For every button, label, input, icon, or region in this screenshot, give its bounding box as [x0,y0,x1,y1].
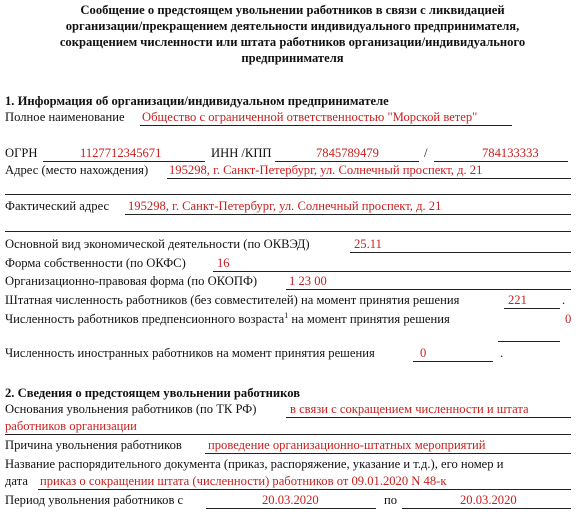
dismissal-period-to: 20.03.2020 [460,493,517,507]
order-date-label: дата [5,474,28,488]
dismissal-period-from: 20.03.2020 [262,493,319,507]
notice-title [0,2,585,66]
actual-address-underline [125,214,571,215]
dismissal-grounds-underline [286,417,571,418]
address-label: Адрес (место нахождения) [5,163,149,177]
full-name-label: Полное наименование [5,110,125,124]
kpp-value: 784133333 [482,146,539,160]
ogrn-underline [43,161,205,162]
full-name-value: Общество с ограниченной ответственностью "Морской ветер" [142,110,478,124]
dismissal-reason-underline [205,453,571,454]
prepension-footnote-mark: 1 [284,310,289,320]
foreign-workers-dot: . [500,346,504,360]
actual-address-value: 195298, г. Санкт-Петербург, ул. Солнечный проспект, д. 21 [128,199,442,213]
dismissal-grounds-label: Основания увольнения работников (по ТК РФ) [5,402,257,416]
title-line-1: Сообщение о предстоящем увольнении работников в связи с ликвидацией [80,3,505,17]
title-line-2: организации/прекращением деятельности индивидуального предпринимателя, [65,19,520,33]
okved-underline [350,252,571,253]
dismissal-period-to-label: по [384,493,398,507]
ogrn-label: ОГРН [5,146,38,160]
section-2-heading: 2. Сведения о предстоящем увольнении работников [5,386,301,400]
okfs-underline [213,271,571,272]
staff-count-label: Штатная численность работников (без совместителей) на момент принятия решения [5,293,460,307]
dismissal-grounds-underline-2 [5,434,571,435]
staff-count-dot: . [562,293,566,307]
dismissal-reason-label: Причина увольнения работников [5,438,182,452]
order-document-value: приказ о сокращении штата (численности) работников от 09.01.2020 N 48-к [40,474,447,488]
foreign-workers-underline [413,361,493,362]
section-1-heading: 1. Информация об организации/индивидуальном предпринимателе [5,94,389,108]
prepension-value: 0 [565,312,572,326]
foreign-workers-value: 0 [420,346,427,360]
title-line-4: предпринимателя [241,51,344,65]
staff-count-underline [504,308,560,309]
okopf-label: Организационно-правовая форма (по ОКОПФ) [5,274,258,288]
inn-kpp-separator: / [424,146,428,160]
kpp-underline [434,161,568,162]
full-name-underline [140,125,512,126]
dismissal-grounds-value-1: в связи с сокращением численности и штата [290,402,529,416]
order-document-label: Название распорядительного документа (приказ, распоряжение, указание и т.д.), его номер и [5,457,504,471]
address-underline [167,178,571,179]
okved-label: Основной вид экономической деятельности (по ОКВЭД) [5,237,310,251]
prepension-label-suffix: на момент принятия решения [288,312,450,326]
inn-kpp-label: ИНН /КПП [211,146,272,160]
okfs-label: Форма собственности (по ОКФС) [5,256,186,270]
dismissal-period-label: Период увольнения работников с [5,493,184,507]
actual-address-label: Фактический адрес [5,199,110,213]
okopf-underline [286,289,571,290]
okved-value: 25.11 [354,237,382,251]
title-line-3: сокращением численности или штата работников организации/индивидуального [59,35,526,49]
actual-address-underline-2 [5,231,571,232]
prepension-label-text: Численность работников предпенсионного возраста [5,312,285,326]
order-document-underline [38,489,571,490]
dismissal-period-to-underline [402,508,571,509]
dismissal-reason-value: проведение организационно-штатных мероприятий [208,438,486,452]
staff-count-value: 221 [508,293,527,307]
prepension-label [5,312,450,327]
okopf-value: 1 23 00 [289,274,327,288]
okfs-value: 16 [217,256,230,270]
foreign-workers-label: Численность иностранных работников на момент принятия решения [5,346,375,360]
address-underline-2 [5,194,571,195]
address-value: 195298, г. Санкт-Петербург, ул. Солнечный проспект, д. 21 [169,163,483,177]
dismissal-grounds-value-2: работников организации [5,419,137,433]
prepension-underline [498,341,560,342]
inn-underline [275,161,419,162]
dismissal-period-from-underline [206,508,376,509]
ogrn-value: 1127712345671 [80,146,162,160]
inn-value: 7845789479 [316,146,379,160]
